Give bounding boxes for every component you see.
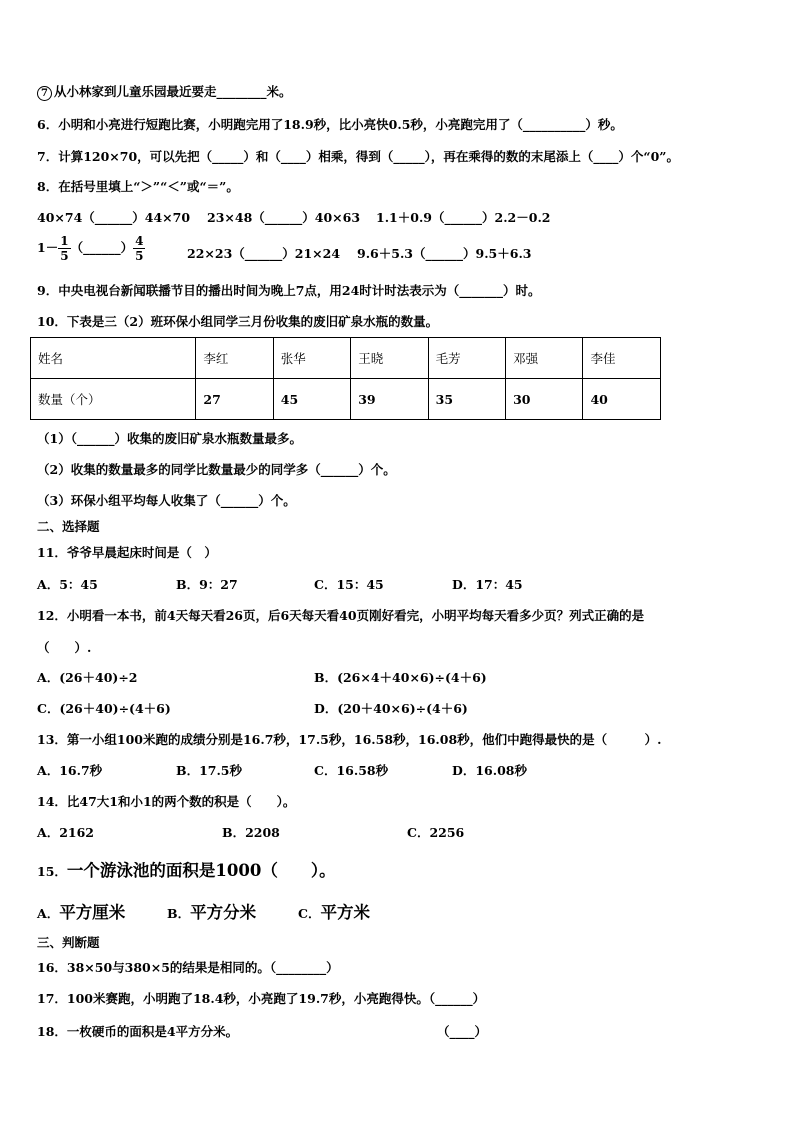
table-header-row [31,338,661,379]
q14-option-c[interactable]: C．2256 [407,825,465,840]
q8-row2-a [37,234,145,263]
q12-option-c[interactable]: C．(26＋40)÷(4＋6) [37,701,171,716]
table-cell: 王晓 [351,338,428,379]
table-cell: 毛芳 [428,338,505,379]
table-cell: 张华 [273,338,350,379]
question-7: 7．计算120×70，可以先把（_____）和（____）相乘，得到（_____），再在乘得的数的末尾添上（____）个“0”。 [37,149,679,164]
q15-number: 15． [37,864,67,879]
q8-row2-b: 22×23（______）21×24 [187,246,341,261]
table-cell: 姓名 [31,338,196,379]
q8-row1-a: 40×74（______）44×70 [37,210,191,225]
table-cell: 35 [428,379,505,420]
section-2-heading: 二、选择题 [37,519,100,534]
question-11: 11．爷爷早晨起床时间是（ ） [37,545,217,560]
fraction-four-fifths: $\frac{4}{5}$ [135,234,144,263]
q14-option-b[interactable]: B．2208 [222,825,280,840]
q15-option-a[interactable]: A．平方厘米 [37,903,126,922]
question-12: 12．小明看一本书，前4天每天看26页，后6天每天看40页刚好看完，小明平均每天看多少页？列式正确的是 [37,608,645,623]
q8-row1-c: 1.1＋0.9（______）2.2－0.2 [376,210,551,225]
q11-option-b[interactable]: B．9：27 [176,577,238,592]
table-cell: 30 [506,379,583,420]
question-9: 9．中央电视台新闻联播节目的播出时间为晚上7点，用24时计时法表示为（_______）时。 [37,283,541,298]
q5-sub7-blank[interactable]: ________ [216,84,267,99]
q14-option-a[interactable]: A．2162 [37,825,94,840]
q5-sub7 [37,82,292,101]
question-16: 16．38×50与380×5的结果是相同的。（________） [37,960,339,975]
q11-option-d[interactable]: D．17：45 [452,577,523,592]
q8-row2-blank[interactable]: （______） [70,240,134,255]
table-cell: 27 [196,379,273,420]
q15-option-b[interactable]: B．平方分米 [167,903,257,922]
question-10-1: （1）（______）收集的废旧矿泉水瓶数量最多。 [37,431,302,446]
table-row [31,379,661,420]
table-cell: 45 [273,379,350,420]
data-table [30,337,661,420]
q8-row2-prefix: 1－ [37,240,59,255]
question-14: 14．比47大1和小1的两个数的积是（ ）。 [37,794,296,809]
question-10-3: （3）环保小组平均每人收集了（______）个。 [37,493,296,508]
q15-option-c[interactable]: C．平方米 [298,903,370,922]
table-cell: 数量（个） [31,379,196,420]
question-17: 17．100米赛跑，小明跑了18.4秒，小亮跑了19.7秒，小亮跑得快。（______） [37,991,486,1006]
question-13: 13．第一小组100米跑的成绩分别是16.7秒，17.5秒，16.58秒，16.08秒，他们中跑得最快的是（ ）. [37,732,662,747]
section-3-heading: 三、判断题 [37,935,100,950]
table-cell: 李佳 [583,338,661,379]
table-cell: 40 [583,379,661,420]
q11-option-c[interactable]: C．15：45 [314,577,384,592]
question-12-cont: （ ）. [37,640,92,655]
q12-option-a[interactable]: A．(26＋40)÷2 [37,670,138,685]
q8-row2-c: 9.6＋5.3（______）9.5＋6.3 [357,246,532,261]
q15-text: 一个游泳池的面积是1000（ ）。 [66,861,336,880]
question-6: 6．小明和小亮进行短跑比赛，小明跑完用了18.9秒，比小亮快0.5秒，小亮跑完用了（__________）秒。 [37,117,623,132]
question-10: 10．下表是三（2）班环保小组同学三月份收集的废旧矿泉水瓶的数量。 [37,314,439,329]
table-cell: 39 [351,379,428,420]
q13-option-c[interactable]: C．16.58秒 [314,763,389,778]
question-15 [37,857,336,881]
q18-answer-blank[interactable]: （____） [437,1024,488,1039]
question-18: 18．一枚硬币的面积是4平方分米。 [37,1024,239,1039]
table-cell: 李红 [196,338,273,379]
q12-option-b[interactable]: B．(26×4＋40×6)÷(4＋6) [314,670,487,685]
q5-sub7-text: 从小林家到儿童乐园最近要走 [54,84,217,99]
q5-sub7-unit: 米。 [266,84,292,99]
question-10-2: （2）收集的数量最多的同学比数量最少的同学多（______）个。 [37,462,396,477]
fraction-one-fifth: $\frac{1}{5}$ [60,234,69,263]
q13-option-b[interactable]: B．17.5秒 [176,763,243,778]
circled-number: 7 [37,86,52,101]
q8-row1-b: 23×48（______）40×63 [207,210,361,225]
q12-option-d[interactable]: D．(20＋40×6)÷(4＋6) [314,701,468,716]
q13-option-a[interactable]: A．16.7秒 [37,763,103,778]
q13-option-d[interactable]: D．16.08秒 [452,763,527,778]
question-8: 8．在括号里填上“＞”“＜”或“＝”。 [37,179,239,194]
q11-option-a[interactable]: A．5：45 [37,577,98,592]
table-cell: 邓强 [506,338,583,379]
